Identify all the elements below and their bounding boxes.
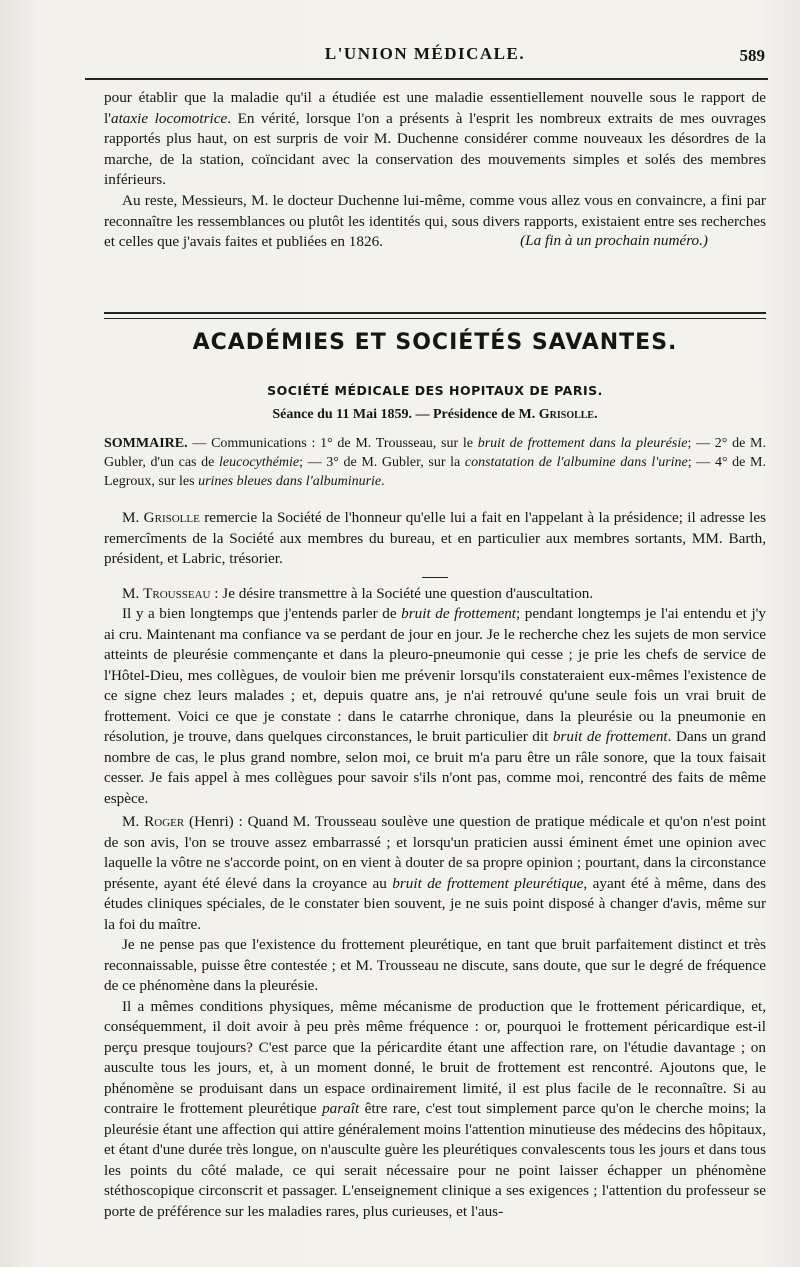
speaker-name: Trousseau bbox=[143, 584, 211, 602]
speaker-name: Roger bbox=[144, 813, 185, 830]
session-minutes bbox=[104, 508, 766, 1222]
society-title: SOCIÉTÉ MÉDICALE DES HOPITAUX DE PARIS. bbox=[267, 383, 603, 398]
summary: SOMMAIRE. — Communications : 1° de M. Trousseau, sur le bruit de frottement dans la pleurésie; — 2° de M. Gubler, d'un cas de leucocythémie; — 3° de M. Gubler, sur la constatation de l'albumine dans l'urine; — 4° de M. Legroux, sur les urines bleues dans l'albuminurie. bbox=[104, 436, 767, 489]
paragraph: M. Roger (Henri) : Quand M. Trousseau soulève une question de pratique médicale et qu'on n'est point de son avis, l'on se trouve assez embarrassé ; et lorsqu'un praticien aussi éminent émet une opinion avec laquelle la vôtre ne s'accorde point, on en vient à douter de sa propre opinion ; pourtant, dans la circonstance présente, ayant été élevé dans la croyance au bruit de frottement pleurétique, ayant été à même, dans des études cliniques spéciales, de le constater bien souvent, je ne suis point disposé à changer d'avis, même sur la foi du maître. bbox=[104, 813, 766, 933]
paragraph: M. Grisolle remercie la Société de l'honneur qu'elle lui a fait en l'appelant à la présidence; il adresse les remercîments de la Société aux membres du bureau, et en particulier aux membres sortants, MM. Barth, président, et Labric, trésorier. bbox=[104, 509, 766, 567]
running-head: L'UNION MÉDICALE. bbox=[324, 44, 526, 63]
page-header bbox=[85, 44, 765, 74]
previous-article-conclusion bbox=[104, 88, 766, 251]
paragraph: pour établir que la maladie qu'il a étudiée est une maladie essentiellement nouvelle sous le rapport de l'ataxie locomotrice. En vérité, lorsque l'on a présents à l'esprit les nombreux extraits de mes ouvrages rapportés plus haut, on est surpris de voir M. Duchenne considérer comme nouveaux les désordres de la marche, de la station, coïncidant avec la conservation des mouvements simples et solés des membres inférieurs. bbox=[104, 89, 766, 189]
paragraph: Il a mêmes conditions physiques, même mécanisme de production que le frottement péricardique, et, conséquemment, il doit avoir à peu près même fréquence : or, pourquoi le frottement péricardique est-il perçu presque toujours? C'est parce que la péricardite étant une affection rare, on l'étudie davantage ; on ausculte tous les jours, et, à un moment donné, le bruit de frottement est rencontré. Ajoutons que, le phénomène se produisant dans un espace ordinairement limité, il est plus facile de le reconnaître. Si au contraire le frottement pleurétique paraît être rare, c'est tout simplement parce qu'on le cherche moins; la pleurésie étant une affection qui attire généralement moins l'attention minutieuse des médecins des hôpitaux, et étant d'une durée très longue, on n'ausculte guère les pleurétiques convalescents tous les jours et dans tous les points du côté malade, ce qui serait nécessaire pour ne point laisser échapper un phénomène stéthoscopique circonscrit et passager. L'enseignement clinique a ses exigences ; l'attention du professeur se porte de préférence sur les maladies rares, plus curieuses, et l'aus- bbox=[104, 997, 766, 1220]
page-number: 589 bbox=[739, 46, 765, 65]
continued-note: (La fin à un prochain numéro.) bbox=[520, 231, 708, 249]
header-rule bbox=[85, 78, 768, 80]
section-title: ACADÉMIES ET SOCIÉTÉS SAVANTES. bbox=[192, 330, 678, 355]
summary-label: SOMMAIRE. bbox=[104, 436, 188, 451]
session-line: Séance du 11 Mai 1859. — Présidence de M. Grisolle. bbox=[272, 407, 598, 422]
separator-dash bbox=[104, 570, 766, 584]
speaker-name: Grisolle bbox=[143, 509, 200, 526]
paragraph: Il y a bien longtemps que j'entends parler de bruit de frottement; pendant longtemps je l'ai entendu et j'y ai cru. Maintenant ma confiance va se perdant de jour en jour. Je le recherche chez les sujets de mon service atteints de pleurésie commençante et dans la pleuro-pneumonie qui cesse ; je prie les chefs de service de l'Hôtel-Dieu, mes collègues, de vouloir bien me prévenir lorsqu'ils constateraient eux-mêmes l'existence de ce signe chez leurs malades ; et, depuis quatre ans, je n'ai retrouvé qu'une seule fois un vrai bruit de frottement. Voici ce que je constate : dans le catarrhe chronique, dans la pleurésie ou la pneumonie en résolution, je trouve, dans quelques circonstances, le bruit particulier dit bruit de frottement. Dans un grand nombre de cas, le plus grand nombre, selon moi, ce bruit m'a paru être un râle sonore, que la toux faisait cesser. Je fais appel à mes collègues pour savoir s'ils n'ont pas, comme moi, rencontré des faits de même espèce. bbox=[104, 605, 767, 807]
paragraph: M. Trousseau : Je désire transmettre à la Société une question d'auscultation. bbox=[122, 584, 594, 602]
section-divider bbox=[104, 312, 766, 319]
paragraph: Au reste, Messieurs, M. le docteur Duchenne lui-même, comme vous allez vous en convaincre, a fini par reconnaître les ressemblances ou plutôt les identités qui, sous divers rapports, existaient entre ses recherches et celles que j'avais faites et publiées en 1826. bbox=[104, 191, 766, 251]
paragraph: Je ne pense pas que l'existence du frottement pleurétique, en tant que bruit parfaitement distinct et très reconnaissable, puisse être contestée ; et M. Trousseau ne discute, sans doute, que sur le degré de fréquence de ce phénomène dans la pleurésie. bbox=[104, 936, 766, 994]
